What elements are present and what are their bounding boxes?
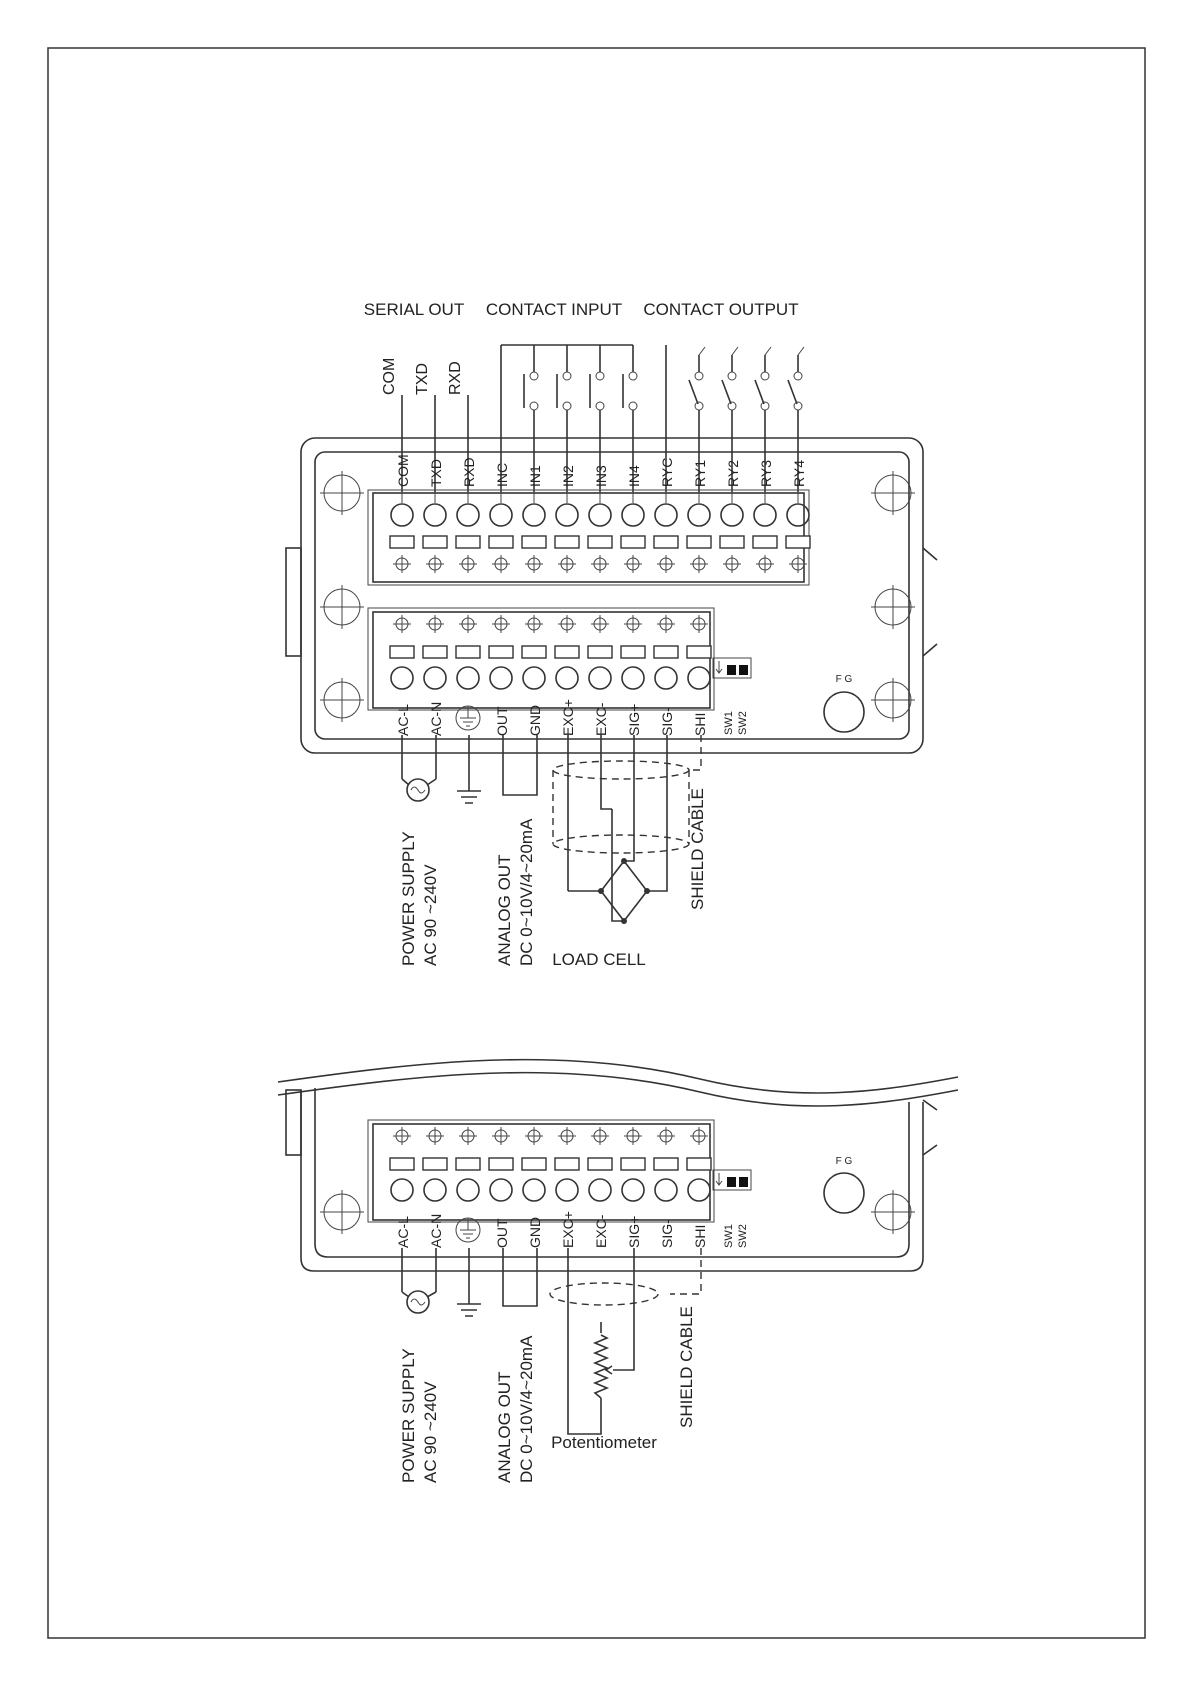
terminal-label: SIG- [659, 707, 675, 736]
terminal-label: IN1 [527, 465, 543, 487]
terminal-label: GND [527, 704, 543, 736]
terminal-label: OUT [494, 706, 510, 736]
page-border [48, 48, 1145, 1638]
top-terminals [390, 454, 810, 573]
terminal-label: RY1 [692, 460, 708, 487]
earth-ground-icon [456, 1218, 480, 1242]
bottom-terminals [390, 1127, 711, 1248]
sw2-label: SW2 [737, 1224, 749, 1248]
power-range-label: AC 90 ~240V [421, 864, 440, 966]
terminal-label: RY4 [791, 460, 807, 487]
terminal-in2 [555, 465, 579, 573]
field-wiring-partial [399, 1248, 701, 1483]
terminal-ac-l [390, 615, 414, 736]
load-cell-label: LOAD CELL [552, 950, 646, 969]
terminal-inc [489, 463, 513, 573]
break-line-bottom [278, 1060, 958, 1093]
load-cell-bridge [568, 809, 667, 924]
mount-screw-icon [320, 678, 364, 722]
power-supply-label: POWER SUPPLY [399, 1348, 418, 1483]
terminal-sig [621, 1127, 645, 1248]
sw1-label: SW1 [723, 1224, 735, 1248]
shield-cable-label: SHIELD CABLE [677, 1306, 696, 1428]
terminal-shi [687, 1127, 711, 1248]
shield-cable-top [553, 761, 689, 779]
shield-cable [550, 1283, 658, 1305]
terminal-exc [588, 615, 612, 736]
terminal-label: EXC+ [560, 699, 576, 736]
indicator-housing-partial [278, 1060, 958, 1271]
terminal-ry4 [786, 460, 810, 573]
serial-label-com: COM [381, 357, 398, 395]
contact-input-heading: CONTACT INPUT [485, 300, 623, 319]
terminal-label: SHI [692, 712, 708, 736]
terminal-shi [687, 615, 711, 736]
shield-cable-label: SHIELD CABLE [688, 788, 707, 910]
terminal-out [489, 1127, 513, 1248]
mount-screw-icon [320, 471, 364, 515]
terminal-com [390, 454, 414, 573]
terminal-label: AC-N [428, 1213, 444, 1248]
power-range-label: AC 90 ~240V [421, 1381, 440, 1483]
terminal-label: OUT [494, 1218, 510, 1248]
terminal-label: SIG+ [626, 703, 642, 736]
terminal-sig [654, 1127, 678, 1248]
terminal-label: EXC+ [560, 1211, 576, 1248]
terminal-ry1 [687, 460, 711, 573]
terminal-gnd [522, 615, 546, 736]
terminal-ryc [654, 458, 678, 573]
terminal-label: SIG- [659, 1219, 675, 1248]
shield-cable-bottom [553, 835, 689, 853]
bottom-terminal-block [373, 612, 710, 708]
terminal-label: AC-L [395, 704, 411, 736]
terminal-sig [654, 615, 678, 736]
terminal-label: AC-L [395, 1216, 411, 1248]
terminal-label: AC-N [428, 701, 444, 736]
terminal-ry2 [720, 460, 744, 573]
terminal-exc [588, 1127, 612, 1248]
earth-ground-icon [456, 706, 480, 730]
terminal-in4 [621, 465, 645, 573]
indicator-housing-full [286, 438, 937, 753]
terminal-ry3 [753, 460, 777, 573]
bottom-terminal-block [373, 1124, 710, 1220]
serial-label-rxd: RXD [447, 361, 464, 395]
terminal-exc [555, 1127, 579, 1248]
terminal-exc [555, 615, 579, 736]
analog-range-label: DC 0~10V/4~20mA [517, 818, 536, 966]
ground-icon [457, 1248, 481, 1316]
terminal-label: EXC- [593, 702, 609, 736]
terminal-label: RXD [461, 457, 477, 487]
terminal-ac-n [423, 1127, 447, 1248]
terminal-label: RY2 [725, 460, 741, 487]
terminal-label: GND [527, 1216, 543, 1248]
terminal-label: RYC [659, 457, 675, 487]
fg-terminal [824, 692, 864, 732]
ground-icon [457, 735, 481, 803]
serial-out-heading: SERIAL OUT [363, 300, 465, 319]
serial-label-txd: TXD [414, 363, 431, 395]
field-wiring-full [399, 735, 707, 969]
bottom-terminals [390, 615, 711, 736]
terminal-in1 [522, 465, 546, 573]
fg-terminal [824, 1173, 864, 1213]
sw1-label: SW1 [723, 711, 735, 735]
terminal-label: IN4 [626, 465, 642, 487]
potentiometer-icon [568, 1248, 634, 1434]
terminal-label: EXC- [593, 1214, 609, 1248]
terminal-label: IN3 [593, 465, 609, 487]
fg-label: F G [835, 1156, 853, 1167]
terminal-label: COM [395, 454, 411, 487]
analog-out-label: ANALOG OUT [495, 1371, 514, 1483]
sw2-label: SW2 [737, 711, 749, 735]
analog-range-label: DC 0~10V/4~20mA [517, 1335, 536, 1483]
terminal-sig [621, 615, 645, 736]
power-supply-label: POWER SUPPLY [399, 831, 418, 966]
terminal-out [489, 615, 513, 736]
terminal-rxd [456, 457, 480, 573]
terminal-label: TXD [428, 459, 444, 487]
terminal-label: INC [494, 462, 510, 487]
analog-out-label: ANALOG OUT [495, 854, 514, 966]
mount-screw-icon [320, 585, 364, 629]
terminal-label: SHI [692, 1224, 708, 1248]
terminal-earth [456, 1127, 480, 1242]
mount-screw-icon [320, 1190, 364, 1234]
terminal-earth [456, 615, 480, 730]
terminal-label: IN2 [560, 465, 576, 487]
fg-label: F G [835, 674, 853, 685]
potentiometer-label: Potentiometer [551, 1433, 657, 1452]
contact-output-heading: CONTACT OUTPUT [643, 300, 799, 319]
terminal-label: SIG+ [626, 1215, 642, 1248]
terminal-in3 [588, 465, 612, 573]
break-line-top [278, 1073, 958, 1106]
terminal-gnd [522, 1127, 546, 1248]
terminal-label: RY3 [758, 460, 774, 487]
terminal-ac-l [390, 1127, 414, 1248]
terminal-txd [423, 459, 447, 573]
terminal-ac-n [423, 615, 447, 736]
